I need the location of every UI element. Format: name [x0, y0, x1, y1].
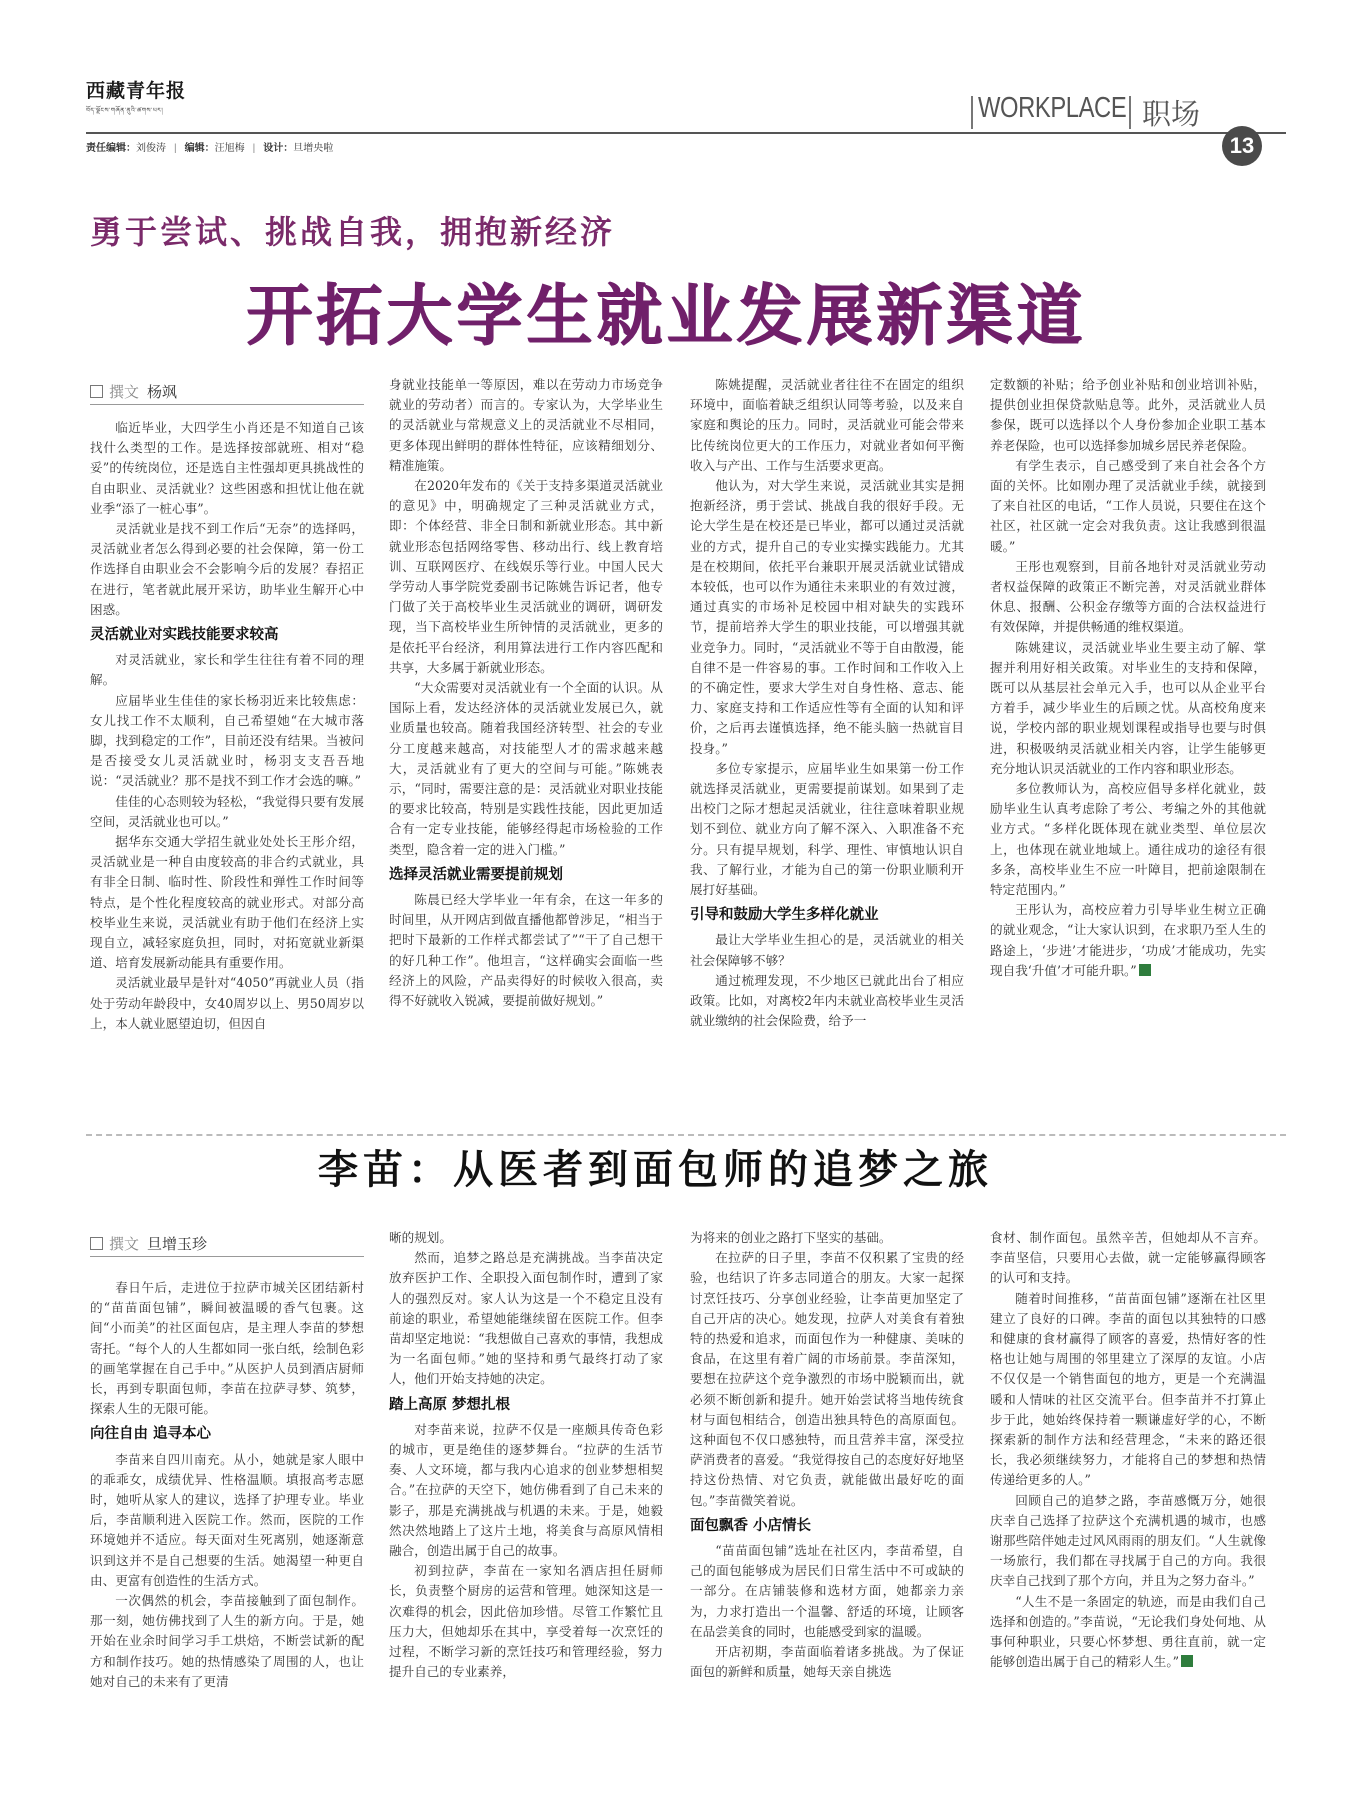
pen-icon	[90, 1237, 103, 1250]
paragraph: 多位教师认为，高校应倡导多样化就业，鼓励毕业生认真考虑除了考公、考编之外的其他就业方式。“多样化既体现在就业类型、单位层次上，也体现在就业地域上。通往成功的途径有很多条，高校毕业生不应一叶障目，把前途限制在特定范围内。”	[990, 781, 1266, 898]
article2-column-1	[90, 1278, 364, 1692]
article1-author: 杨飒	[147, 383, 178, 401]
end-mark-icon	[1181, 1655, 1193, 1667]
paragraph: 初到拉萨，李苗在一家知名酒店担任厨师长，负责整个厨房的运营和管理。她深知这是一次难得的机会，因此倍加珍惜。尽管工作繁忙且压力大，但她却乐在其中，享受着每一次烹饪的过程，不断学习新的烹饪技巧和管理经验，努力提升自己的专业素养，	[389, 1563, 663, 1680]
paragraph: 陈姚建议，灵活就业毕业生要主动了解、掌握并利用好相关政策。对毕业生的支持和保障，既可以从基层社会单元入手，也可以从企业平台方着手，减少毕业生的后顾之忧。从高校角度来说，学校内部的职业规划课程或指导也要与时俱进，积极吸纳灵活就业相关内容，让学生能够更充分地认识灵活就业的工作内容和职业形态。	[990, 639, 1266, 776]
paragraph: 临近毕业，大四学生小肖还是不知道自己该找什么类型的工作。是选择按部就班、相对“稳妥”的传统岗位，还是选自主性强却更具挑战性的自由职业、灵活就业？这些困惑和担忧让他在就业季“添了一桩心事”。	[90, 420, 364, 516]
paragraph: 最让大学毕业生担心的是，灵活就业的相关社会保障够不够？	[690, 932, 964, 968]
paragraph: “大众需要对灵活就业有一个全面的认识。从国际上看，发达经济体的灵活就业发展已久，就业质量也较高。随着我国经济转型、社会的专业分工度越来越高，对技能型人才的需求越来越大，灵活就业有了更大的空间与可能。”陈姚表示，“同时，需要注意的是：灵活就业对职业技能的要求比较高，特别是实践性技能，因此更加适合有一定专业技能，能够经得起市场检验的工作类型，隐含着一定的进入门槛。”	[389, 680, 663, 857]
article1-byline	[90, 381, 177, 402]
paragraph: 一次偶然的机会，李苗接触到了面包制作。那一刻，她仿佛找到了人生的新方向。于是，她开始在业余时间学习手工烘焙，不断尝试新的配方和制作技巧。她的热情感染了周围的人，也让她对自己的未来有了更清	[90, 1593, 364, 1689]
paragraph: 为将来的创业之路打下坚实的基础。	[690, 1230, 892, 1245]
article1-subtitle: 勇于尝试、挑战自我，拥抱新经济	[90, 213, 616, 251]
paragraph: 随着时间推移，“苗苗面包铺”逐渐在社区里建立了良好的口碑。李苗的面包以其独特的口感和健康的食材赢得了顾客的喜爱，热情好客的性格也让她与周围的邻里建立了深厚的友谊。小店不仅仅是一个销售面包的地方，更是一个充满温暖和人情味的社区交流平台。但李苗并不打算止步于此，她始终保持着一颗谦虚好学的心，不断探索新的制作方法和经营理念，“未来的路还很长，我必须继续努力，才能将自己的梦想和热情传递给更多的人。”	[990, 1290, 1266, 1488]
article2-column-3	[690, 1228, 964, 1682]
section-name-en: WORKPLACE	[978, 92, 1127, 124]
article1-column-3	[690, 375, 964, 1032]
paragraph: “人生不是一条固定的轨迹，而是由我们自己选择和创造的。”李苗说，“无论我们身处何地、从事何种职业，只要心怀梦想、勇往直前，就一定能够创造出属于自己的精彩人生。”	[990, 1593, 1266, 1670]
article2-author: 旦增玉珍	[147, 1235, 208, 1253]
paragraph: 食材、制作面包。虽然辛苦，但她却从不言弃。李苗坚信，只要用心去做，就一定能够赢得顾客的认可和支持。	[990, 1230, 1266, 1286]
byline-label: 撰文	[109, 383, 140, 401]
editor2-label: 编辑：	[184, 143, 215, 154]
paragraph: 灵活就业是找不到工作后“无奈”的选择吗，灵活就业者怎么得到必要的社会保障，第一份工作选择自由职业会不会影响今后的发展？春招正在进行，笔者就此展开采访，助毕业生解开心中困惑。	[90, 521, 364, 617]
article2-byline	[90, 1233, 207, 1254]
paragraph: 王彤也观察到，目前各地针对灵活就业劳动者权益保障的政策正不断完善，对灵活就业群体休息、报酬、公积金存缴等方面的合法权益进行有效保障，并提供畅通的维权渠道。	[990, 558, 1266, 635]
header-rule	[86, 132, 1286, 134]
article-separator	[86, 1134, 1286, 1136]
article1-column-4	[990, 375, 1266, 981]
editor2-name: 汪旭梅	[214, 143, 245, 154]
article1-column-2	[389, 375, 663, 1011]
article1-title: 开拓大学生就业发展新渠道	[246, 277, 1086, 354]
paragraph: 开店初期，李苗面临着诸多挑战。为了保证面包的新鲜和质量，她每天亲自挑选	[690, 1644, 964, 1680]
article2-column-2	[389, 1228, 663, 1682]
paragraph: 多位专家提示，应届毕业生如果第一份工作就选择灵活就业，更需要提前谋划。如果到了走出校门之际才想起灵活就业，往往意味着职业规划不到位、就业方向了解不深入、入职准备不充分。只有提早规划，科学、理性、审慎地认识自我、了解行业，才能为自己的第一份职业顺利开展打好基础。	[690, 760, 964, 898]
paragraph: 他认为，对大学生来说，灵活就业其实是拥抱新经济，勇于尝试、挑战自我的很好手段。无论大学生是在校还是已毕业，都可以通过灵活就业的方式，提升自己的专业实操实践能力。尤其是在校期间，依托平台兼职开展灵活就业试错成本较低，也可以作为通往未来职业的有效过渡，通过真实的市场补足校园中相对缺失的实践环节，提前培养大学生的职业技能，可以增强其就业竞争力。同时，“灵活就业不等于自由散漫，能自律不是一件容易的事。工作时间和工作收入上的不确定性，要求大学生对自身性格、意志、能力、家庭支持和工作适应性等有全面的认知和评价，之后再去谨慎选择，绝不能头脑一热就盲目投身。”	[690, 478, 964, 756]
designer-name: 旦增央啦	[293, 143, 334, 154]
section-heading: 选择灵活就业需要提前规划	[389, 866, 563, 883]
paragraph: 在2020年发布的《关于支持多渠道灵活就业的意见》中，明确规定了三种灵活就业方式，即：个体经营、非全日制和新就业形态。其中新就业形态包括网络零售、移动出行、线上教育培训、互联网医疗、在线娱乐等行业。中国人民大学劳动人事学院党委副书记陈姚告诉记者，他专门做了关于高校毕业生灵活就业的调研，调研发现，当下高校毕业生所钟情的灵活就业，更多的是依托平台经济，利用算法进行工作内容匹配和共享，大多属于新就业形态。	[389, 478, 663, 675]
section-divider-2	[1129, 96, 1131, 129]
byline-rule	[90, 404, 364, 405]
paragraph: 然而，追梦之路总是充满挑战。当李苗决定放弃医护工作、全职投入面包制作时，遭到了家人的强烈反对。家人认为这是一个不稳定且没有前途的职业，希望她能继续留在医院工作。但李苗却坚定地说：“我想做自己喜欢的事情，我想成为一名面包师。”她的坚持和勇气最终打动了家人，他们开始支持她的决定。	[389, 1250, 663, 1387]
pen-icon	[90, 385, 103, 398]
section-heading: 面包飘香 小店情长	[690, 1517, 812, 1534]
section-heading: 引导和鼓励大学生多样化就业	[690, 907, 879, 924]
section-heading: 灵活就业对实践技能要求较高	[90, 627, 279, 644]
paragraph: 陈姚提醒，灵活就业者往往不在固定的组织环境中，面临着缺乏组织认同等考验，以及来自家庭和舆论的压力。同时，灵活就业可能会带来比传统岗位更大的工作压力，对就业者如何平衡收入与产出、工作与生活要求更高。	[690, 377, 964, 473]
byline-label: 撰文	[109, 1235, 140, 1253]
paragraph: 应届毕业生佳佳的家长杨羽近来比较焦虑：女儿找工作不太顺利，自己希望她“在大城市落脚，找到稳定的工作”，目前还没有结果。当被问是否接受女儿灵活就业时，杨羽支支吾吾地说：“灵活就业？那不是找不到工作才会选的嘛。”	[90, 692, 364, 789]
article2-title: 李苗：从医者到面包师的追梦之旅	[318, 1146, 993, 1193]
paper-name-tibetan: བོད་ལྗོངས་གཞོན་ནུའི་ཚགས་པར།	[86, 107, 164, 114]
designer-label: 设计：	[263, 143, 294, 154]
paragraph: 身就业技能单一等原因，难以在劳动力市场竞争就业的劳动者）而言的。专家认为，大学毕业生的灵活就业与常规意义上的灵活就业不尽相同，更多体现出鲜明的群体性特征，应该精细划分、精准施策。	[389, 377, 663, 473]
section-heading: 踏上高原 梦想扎根	[389, 1396, 511, 1413]
masthead	[86, 76, 236, 121]
paragraph: 晰的规划。	[389, 1230, 452, 1245]
section-name-cn: 职场	[1142, 97, 1201, 131]
section-heading: 向往自由 追寻本心	[90, 1426, 212, 1443]
paragraph: 据华东交通大学招生就业处处长王彤介绍，灵活就业是一种自由度较高的非合约式就业，具有非全日制、临时性、阶段性和弹性工作时间等特点，是个性化程度较高的就业形式。对部分高校毕业生来说，灵活就业有助于他们在经济上实现自立，减轻家庭负担，同时，对拓宽就业新渠道、培育发展新动能具有重要作用。	[90, 834, 364, 971]
editor-label: 责任编辑：	[86, 143, 136, 154]
editor-credits: 责任编辑：刘俊涛 | 编辑：汪旭梅 | 设计：旦增央啦	[86, 143, 334, 154]
paragraph: 有学生表示，自己感受到了来自社会各个方面的关怀。比如刚办理了灵活就业手续，就接到了来自社区的电话，“工作人员说，只要住在这个社区，社区就一定会对我负责。这让我感到很温暖。”	[990, 457, 1266, 554]
paragraph: 通过梳理发现，不少地区已就此出台了相应政策。比如，对离校2年内未就业高校毕业生灵活就业缴纳的社会保险费，给予一	[690, 972, 964, 1029]
paper-name: 西藏青年报	[86, 80, 187, 102]
paragraph: 佳佳的心态则较为轻松，“我觉得只要有发展空间，灵活就业也可以。”	[90, 793, 364, 829]
paragraph: 在拉萨的日子里，李苗不仅积累了宝贵的经验，也结识了许多志同道合的朋友。大家一起探讨烹饪技巧、分享创业经验，让李苗更加坚定了自己开店的决心。她发现，拉萨人对美食有着独特的热爱和追求，而面包作为一种健康、美味的食品，在这里有着广阔的市场前景。李苗深知，要想在拉萨这个竞争激烈的市场中脱颖而出，就必须不断创新和提升。她开始尝试将当地传统食材与面包相结合，创造出独具特色的高原面包。这种面包不仅口感独特，而且营养丰富，深受拉萨消费者的喜爱。“我觉得按自己的态度好好地坚持这份热情、对它负责，就能做出最好吃的面包。”李苗微笑着说。	[690, 1250, 964, 1508]
paragraph: 灵活就业最早是针对“4050”再就业人员（指处于劳动年龄段中，女40周岁以上、男50周岁以上，本人就业愿望迫切，但因自	[90, 975, 364, 1031]
paragraph: 对李苗来说，拉萨不仅是一座颇具传奇色彩的城市，更是绝佳的逐梦舞台。“拉萨的生活节奏、人文环境，都与我内心追求的创业梦想相契合。”在拉萨的天空下，她仿佛看到了自己未来的影子，那是充满挑战与机遇的未来。于是，她毅然决然地踏上了这片土地，将美食与高原风情相融合，创造出属于自己的故事。	[389, 1421, 663, 1559]
byline-rule	[90, 1256, 364, 1257]
page-number-badge: 13	[1222, 126, 1262, 166]
paragraph: 春日午后，走进位于拉萨市城关区团结新村的“苗苗面包铺”，瞬间被温暖的香气包裹。这间“小而美”的社区面包店，是主理人李苗的梦想寄托。“每个人的人生都如同一张白纸，绘制色彩的画笔掌握在自己手中。”从医护人员到酒店厨师长，再到专职面包师，李苗在拉萨寻梦、筑梦，探索人生的无限可能。	[90, 1280, 364, 1417]
paragraph: 李苗来自四川南充。从小，她就是家人眼中的乖乖女，成绩优异、性格温顺。填报高考志愿时，她听从家人的建议，选择了护理专业。毕业后，李苗顺利进入医院工作。然而，医院的工作环境她并不适应。每天面对生死离别，她逐渐意识到这并不是自己想要的生活。她渴望一种更自由、更富有创造性的生活方式。	[90, 1451, 364, 1588]
editor-name: 刘俊涛	[136, 143, 166, 154]
paragraph: 陈晨已经大学毕业一年有余，在这一年多的时间里，从开网店到做直播他都曾涉足，“相当于把时下最新的工作样式都尝试了”“干了自己想干的好几种工作”。他坦言，“这样确实会面临一些经济上的风险，产品卖得好的时候收入很高，卖得不好就收入锐减，要提前做好规划。”	[389, 892, 663, 1009]
section-divider	[971, 96, 973, 129]
paragraph: 回顾自己的追梦之路，李苗感慨万分，她很庆幸自己选择了拉萨这个充满机遇的城市，也感谢那些陪伴她走过风风雨雨的朋友们。“人生就像一场旅行，我们都在寻找属于自己的方向。我很庆幸自己找到了那个方向，并且为之努力奋斗。”	[990, 1492, 1266, 1589]
article2-column-4	[990, 1228, 1266, 1672]
paragraph: “苗苗面包铺”选址在社区内，李苗希望，自己的面包能够成为居民们日常生活中不可或缺的一部分。在店铺装修和选材方面，她都亲力亲为，力求打造出一个温馨、舒适的环境，让顾客在品尝美食的同时，也能感受到家的温暖。	[690, 1543, 964, 1639]
end-mark-icon	[1139, 964, 1151, 976]
paragraph: 对灵活就业，家长和学生往往有着不同的理解。	[90, 652, 364, 688]
paragraph: 王彤认为，高校应着力引导毕业生树立正确的就业观念，“让大家认识到，在求职乃至人生的路途上，‘步进’才能进步，‘功成’才能成功，先实现自我‘升值’才可能升职。”	[990, 902, 1266, 978]
article1-column-1	[90, 418, 364, 1034]
paragraph: 定数额的补贴；给予创业补贴和创业培训补贴，提供创业担保贷款贴息等。此外，灵活就业人员参保，既可以选择以个人身份参加企业职工基本养老保险，也可以选择参加城乡居民养老保险。	[990, 377, 1266, 453]
